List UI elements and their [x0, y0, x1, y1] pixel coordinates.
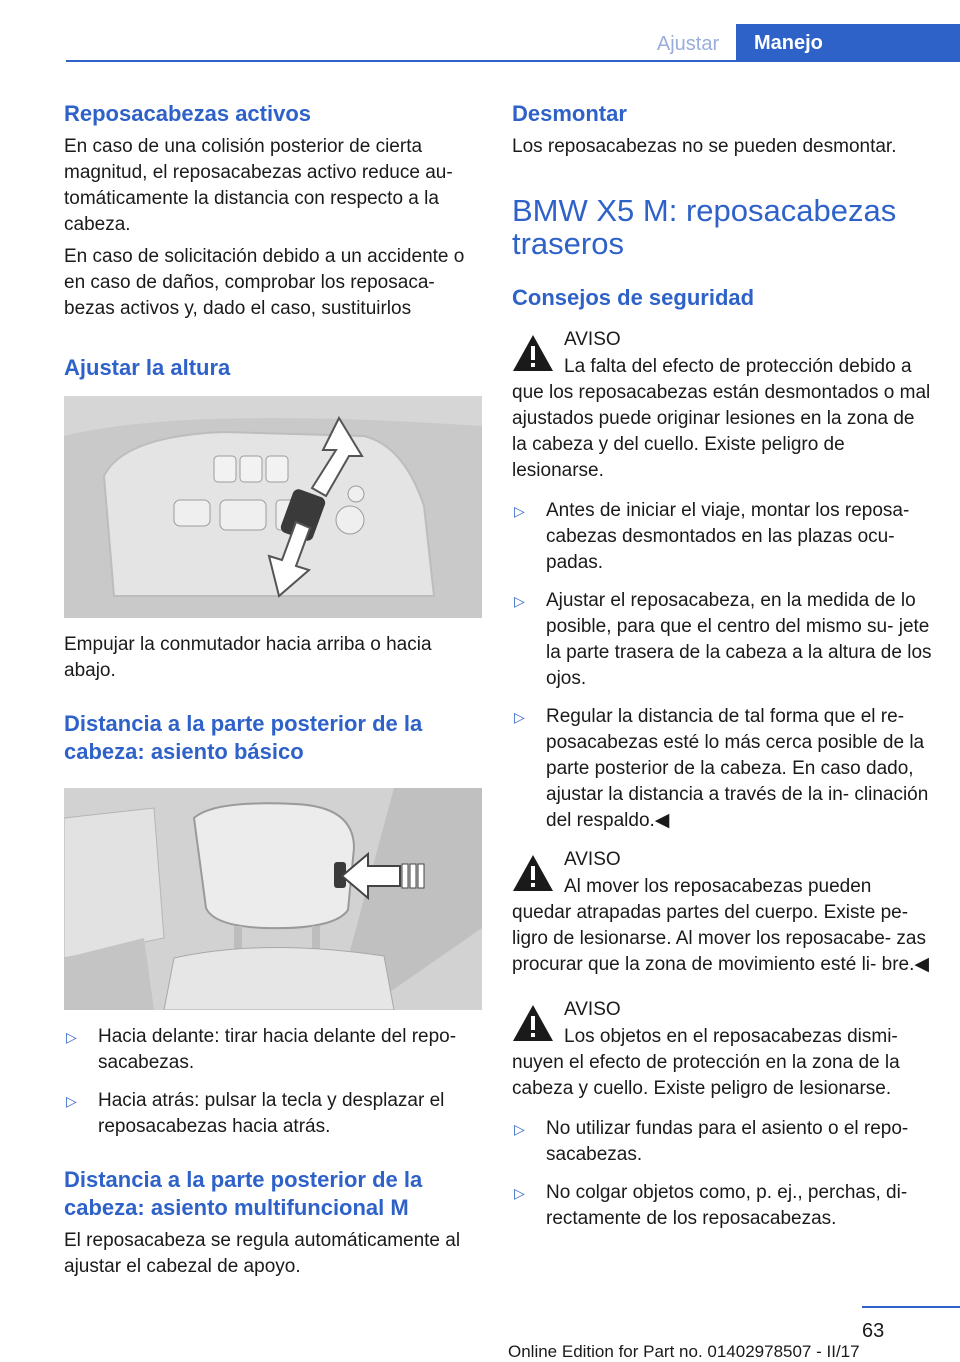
right-column [512, 100, 932, 1244]
heading-adjust-height: Ajustar la altura [64, 355, 231, 380]
heading-active-headrests: Reposacabezas activos [64, 101, 312, 126]
heading-rear-headrests: BMW X5 M: reposacabezas traseros [512, 193, 897, 261]
warning-text: Al mover los reposacabezas pueden quedar atrapadas partes del cuerpo. Existe pe‐ ligro de lesionarse. Al mover los reposacabe‐ zas procurar que la zona de movimiento esté li‐ bre.◀ [512, 876, 929, 975]
page-number-rule [862, 1306, 960, 1308]
headrest-illustration [64, 788, 482, 1010]
page-number: 63 [862, 1320, 885, 1342]
triangle-bullet-icon: ▷ [514, 593, 525, 609]
list-item: ▷ No utilizar fundas para el asiento o el repo‐ sacabezas. [514, 1118, 909, 1165]
seat-switch-illustration [64, 396, 482, 618]
multifunction-seat-paragraph: El reposacabeza se regula automáticamente al ajustar el cabezal de apoyo. [64, 1230, 461, 1277]
list-item: ▷ No colgar objetos como, p. ej., perchas, di‐ rectamente de los reposacabezas. [514, 1182, 908, 1229]
warning-label: AVISO [564, 999, 621, 1020]
triangle-bullet-icon: ▷ [514, 1121, 525, 1137]
adjust-height-caption: Empujar la conmutador hacia arriba o hacia abajo. [64, 634, 432, 681]
triangle-bullet-icon: ▷ [514, 1185, 525, 1201]
list-item: ▷ Ajustar el reposacabeza, en la medida de lo posible, para que el centro del mismo su‐ jete la parte trasera de la cabeza a la altura de los ojos. [514, 590, 932, 689]
heading-distance-basic-seat: Distancia a la parte posterior de la cabeza: asiento básico [64, 711, 423, 764]
list-item: ▷ Regular la distancia de tal forma que el re‐ posacabezas esté lo más cerca posible de la parte posterior de la cabeza. En caso dado, ajustar la distancia a través de la in‐ clinación del respaldo.◀ [514, 706, 929, 831]
active-headrests-paragraph-1: En caso de una colisión posterior de cierta magnitud, el reposacabezas activo reduce au‐ tomáticamente la distancia con respecto a la cabeza. [64, 136, 453, 235]
tab-ajustar[interactable]: Ajustar [656, 33, 720, 55]
safety-steps-2 [512, 1116, 932, 1232]
list-item: ▷ Antes de iniciar el viaje, montar los reposa‐ cabezas desmontados en las plazas ocu‐ padas. [514, 500, 910, 573]
heading-distance-multifunction-seat: Distancia a la parte posterior de la cabeza: asiento multifuncional M [64, 1167, 423, 1220]
heading-remove: Desmontar [512, 101, 627, 126]
safety-steps-1 [512, 498, 932, 834]
triangle-bullet-icon: ▷ [66, 1029, 77, 1045]
warning-text: La falta del efecto de protección debido a que los reposacabezas están desmontados o mal ajustados puede originar lesiones en la zona de la cabeza y del cuello. Existe peligro de lesionarse. [512, 356, 931, 481]
remove-paragraph: Los reposacabezas no se pueden desmontar. [512, 136, 897, 157]
list-item: ▷ Hacia atrás: pulsar la tecla y desplazar el reposacabezas hacia atrás. [66, 1090, 445, 1137]
warning-triangle-icon [512, 1004, 554, 1042]
triangle-bullet-icon: ▷ [514, 503, 525, 519]
active-headrests-paragraph-2: En caso de solicitación debido a un accidente o en caso de daños, comprobar los reposaca‐ bezas activos y, dado el caso, sustituirlos [64, 246, 465, 319]
warning-triangle-icon [512, 334, 554, 372]
tab-manejo[interactable]: Manejo [736, 24, 960, 62]
warning-1 [512, 326, 932, 484]
warning-label: AVISO [564, 329, 621, 350]
triangle-bullet-icon: ▷ [66, 1093, 77, 1109]
warning-text: Los objetos en el reposacabezas dismi‐ nuyen el efecto de protección en la zona de la cabeza y cuello. Existe peligro de lesionarse. [512, 1026, 900, 1099]
footer-edition: Online Edition for Part no. 01402978507 - II/17 [508, 1342, 860, 1361]
list-item: ▷ Hacia delante: tirar hacia delante del repo‐ sacabezas. [66, 1026, 457, 1073]
warning-2 [512, 846, 932, 978]
left-column [64, 100, 482, 1280]
warning-label: AVISO [564, 849, 621, 870]
heading-safety-tips: Consejos de seguridad [512, 285, 755, 310]
warning-3 [512, 996, 932, 1102]
triangle-bullet-icon: ▷ [514, 709, 525, 725]
basic-seat-steps [64, 1024, 482, 1140]
warning-triangle-icon [512, 854, 554, 892]
